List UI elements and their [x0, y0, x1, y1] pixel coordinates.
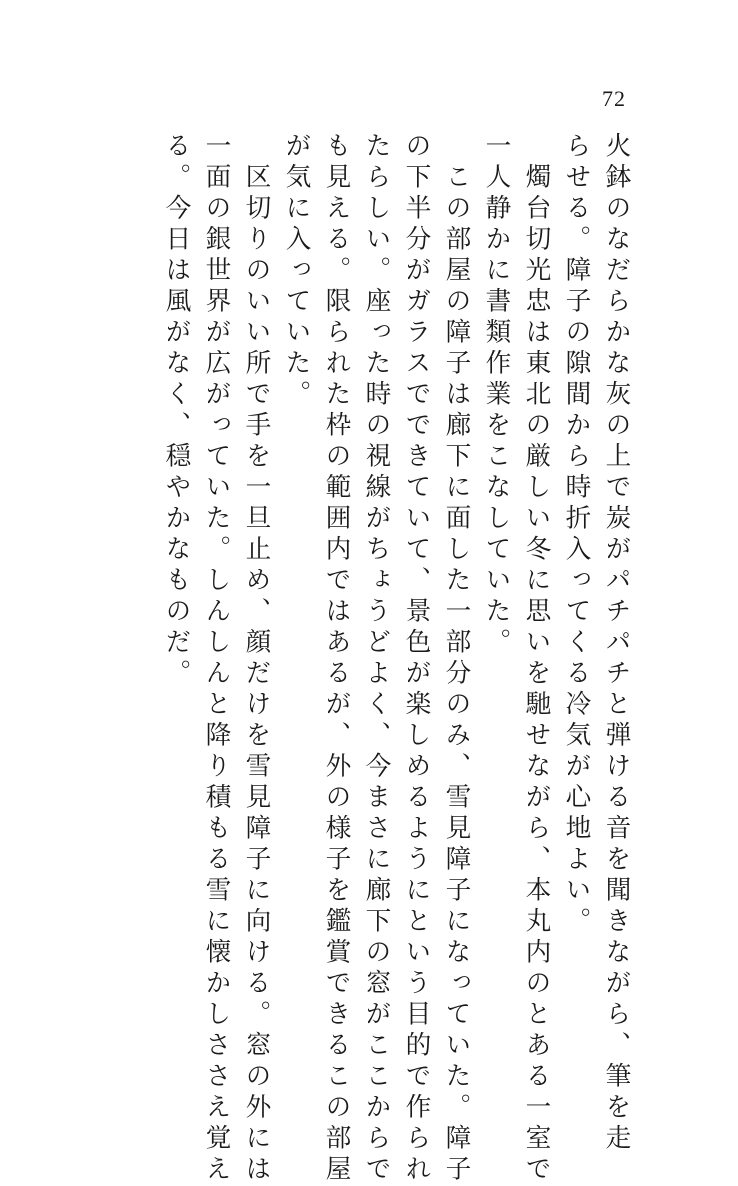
text-line-5: この部屋の障子は廊下に面した一部分のみ、雪見障子になっていた。障子 [441, 163, 471, 1186]
text-line-9: が気に入っていた。 [281, 132, 311, 411]
text-line-7: たらしい。座った時の視線がちょうどよく、今まさに廊下の窓がここからで [361, 132, 391, 1186]
text-line-2: らせる。障子の隙間から時折入ってくる冷気が心地よい。 [561, 132, 591, 938]
text-line-10: 区切りのいい所で手を一旦止め、顔だけを雪見障子に向ける。窓の外には [241, 163, 271, 1186]
text-line-6: の下半分がガラスでできていて、景色が楽しめるようにという目的で作られ [401, 132, 431, 1186]
page-number: 72 [602, 86, 626, 111]
text-line-8: も見える。限られた枠の範囲内ではあるが、外の様子を鑑賞できるこの部屋 [321, 132, 351, 1186]
text-line-3: 燭台切光忠は東北の厳しい冬に思いを馳せながら、本丸内のとある一室で [521, 163, 551, 1186]
text-line-12: る。今日は風がなく、穏やかなものだ。 [161, 132, 191, 690]
text-line-4: 一人静かに書類作業をこなしていた。 [481, 132, 511, 659]
text-line-11: 一面の銀世界が広がっていた。しんしんと降り積もる雪に懐かしささえ覚え [201, 132, 231, 1186]
text-line-1: 火鉢のなだらかな灰の上で炭がパチパチと弾ける音を聞きながら、筆を走 [601, 132, 631, 1155]
